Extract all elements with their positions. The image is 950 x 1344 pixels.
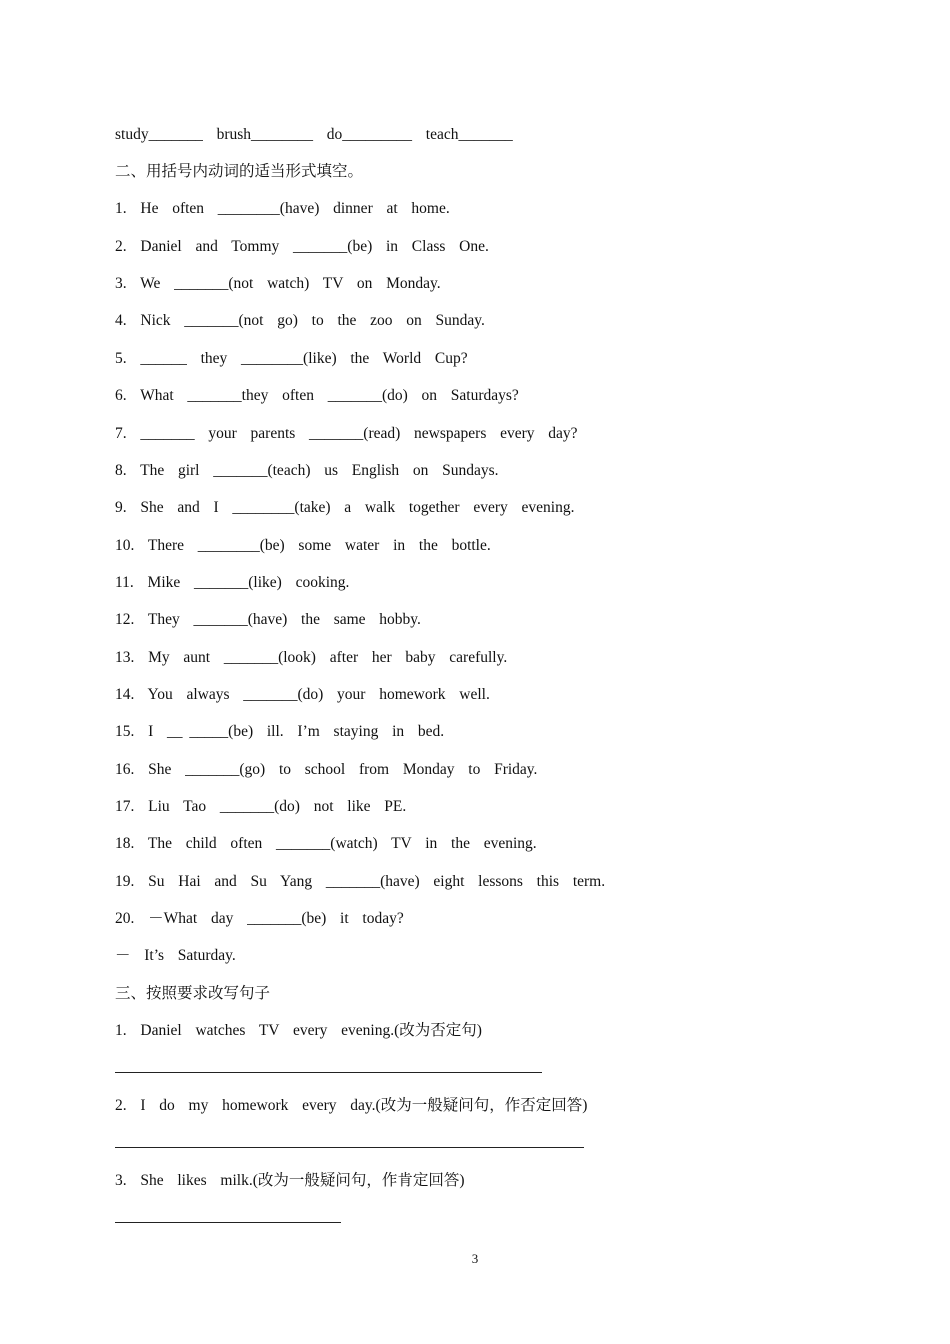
question-item: 19. Su Hai and Su Yang _______(have) eight lessons this term. (115, 873, 606, 890)
question-item: 1. He often ________(have) dinner at home. (115, 200, 450, 217)
question-item: 13. My aunt _______(look) after her baby carefully. (115, 649, 508, 666)
question-item: 4. Nick _______(not go) to the zoo on Sunday. (115, 312, 485, 329)
question-item: 5. ______ they ________(like) the World Cup? (115, 350, 468, 367)
rewrite-item: 3. She likes milk.(改为一般疑问句，作肯定回答) (115, 1172, 465, 1189)
question-item: 12. They _______(have) the same hobby. (115, 611, 421, 628)
answer-line: － It’s Saturday. (115, 947, 236, 964)
question-item: 3. We _______(not watch) TV on Monday. (115, 275, 441, 292)
question-item: 20. －What day _______(be) it today? (115, 910, 404, 927)
question-item: 8. The girl _______(teach) us English on Sundays. (115, 462, 499, 479)
section-3-heading: 三、按照要求改写句子 (115, 985, 271, 1002)
question-item: 17. Liu Tao _______(do) not like PE. (115, 798, 407, 815)
question-item: 2. Daniel and Tommy _______(be) in Class One. (115, 238, 489, 255)
question-item: 11. Mike _______(like) cooking. (115, 574, 350, 591)
rewrite-item: 2. I do my homework every day.(改为一般疑问句，作否定回答) (115, 1097, 588, 1114)
question-item: 6. What _______they often _______(do) on Saturdays? (115, 387, 519, 404)
section-2-heading: 二、用括号内动词的适当形式填空。 (115, 163, 364, 180)
question-item: 16. She _______(go) to school from Monday to Friday. (115, 761, 538, 778)
answer-blank[interactable] (115, 1222, 341, 1223)
page-number: 3 (471, 1251, 479, 1266)
question-item: 7. _______ your parents _______(read) newspapers every day? (115, 425, 578, 442)
rewrite-item: 1. Daniel watches TV every evening.(改为否定句) (115, 1022, 482, 1039)
question-item: 9. She and I ________(take) a walk together every evening. (115, 499, 575, 516)
answer-blank[interactable] (115, 1072, 542, 1073)
question-item: 14. You always _______(do) your homework well. (115, 686, 490, 703)
answer-blank[interactable] (115, 1147, 584, 1148)
question-item: 15. I __ _____(be) ill. I’m staying in bed. (115, 723, 445, 740)
question-item: 10. There ________(be) some water in the bottle. (115, 537, 491, 554)
question-item: 18. The child often _______(watch) TV in the evening. (115, 835, 537, 852)
verb-forms-line: study_______ brush________ do_________ teach_______ (115, 126, 513, 143)
